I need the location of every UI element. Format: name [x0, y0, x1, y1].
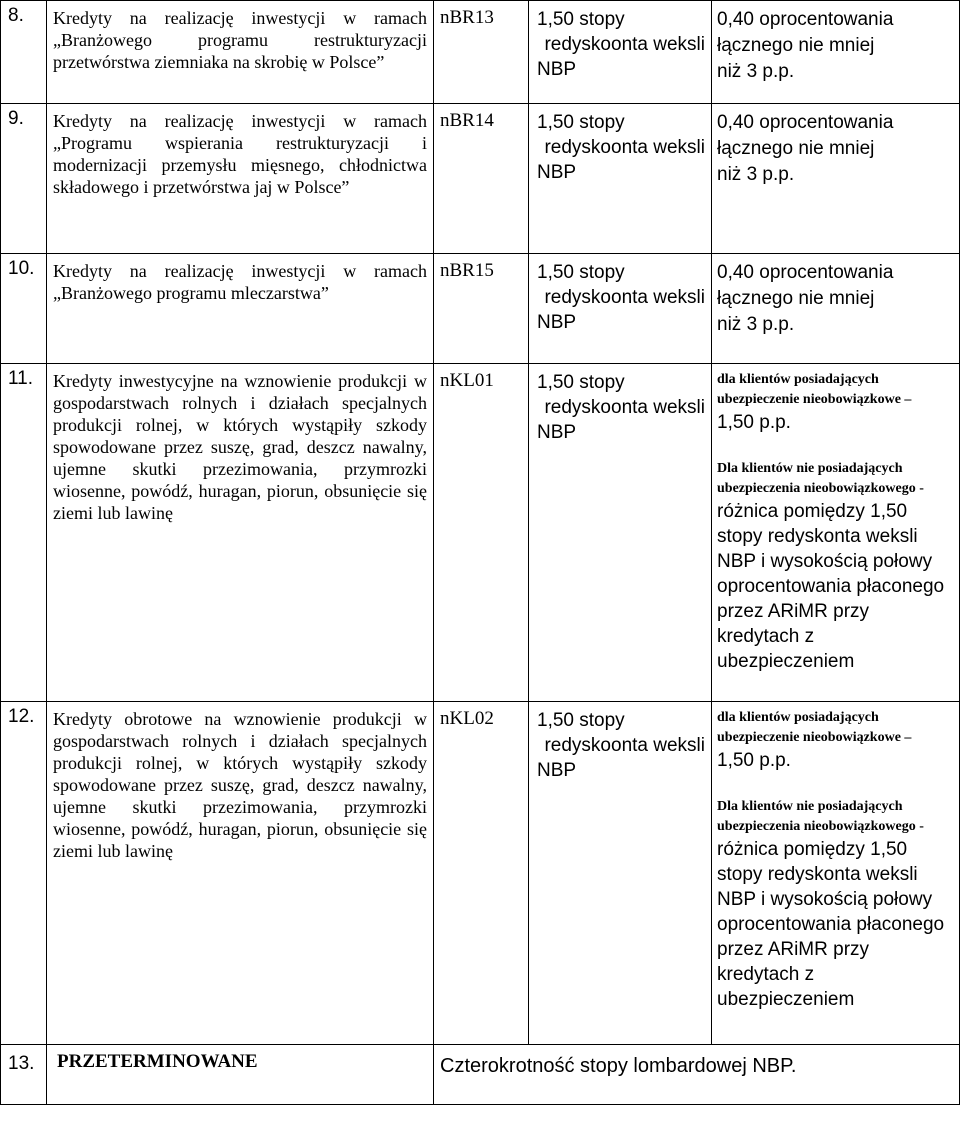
- margin-line: niż 3 p.p.: [717, 61, 795, 82]
- margin-line: 0,40 oprocentowania: [717, 112, 894, 133]
- margin-line: łącznego nie mniej: [717, 288, 875, 309]
- row-code: nBR13: [434, 1, 529, 104]
- uninsured-line: przez ARiMR przy: [717, 939, 870, 960]
- row-description: Kredyty inwestycyjne na wznowienie produkcji w gospodarstwach rolnych i działach specjalnych produkcji rolnej, w których wystąpiły szkody spowodowane przez suszę, grad, deszcz nawalny, ujemne skutki przezimowania, przymrozki wiosenne, powódź, huragan, piorun, obsunięcie się ziemi lub lawinę: [47, 364, 434, 702]
- rate-line: redyskoonta weksli: [544, 735, 705, 756]
- rate-line: 1,50 stopy: [537, 372, 625, 393]
- insured-title: ubezpieczenie nieobowiązkowe –: [717, 392, 912, 407]
- row-number: 8.: [1, 1, 47, 104]
- rate-line: redyskoonta weksli: [544, 34, 705, 55]
- row-number: 10.: [1, 254, 47, 364]
- row-rate: [529, 254, 712, 364]
- row-code: nBR14: [434, 104, 529, 254]
- uninsured-line: ubezpieczeniem: [717, 651, 855, 672]
- row-description: Kredyty na realizację inwestycji w ramach „Branżowego programu restrukturyzacji przetwórstwa ziemniaka na skrobię w Polsce”: [47, 1, 434, 104]
- row-rate: [529, 364, 712, 702]
- row-description: Kredyty na realizację inwestycji w ramach „Programu wspierania restrukturyzacji i modernizacji przemysłu mięsnego, chłodnictwa składowego i przetwórstwa jaj w Polsce”: [47, 104, 434, 254]
- rate-line: NBP: [537, 59, 577, 80]
- uninsured-line: różnica pomiędzy 1,50: [717, 501, 908, 522]
- table-row: [1, 702, 960, 1045]
- row-code: nBR15: [434, 254, 529, 364]
- row-number: 9.: [1, 104, 47, 254]
- uninsured-line: NBP i wysokością połowy: [717, 551, 933, 572]
- row-description: Kredyty na realizację inwestycji w ramach „Branżowego programu mleczarstwa”: [47, 254, 434, 364]
- row-rate: [529, 702, 712, 1045]
- table-row: [1, 254, 960, 364]
- uninsured-title: Dla klientów nie posiadających: [717, 461, 903, 476]
- uninsured-line: kredytach z: [717, 626, 815, 647]
- table-row: [1, 104, 960, 254]
- uninsured-line: stopy redyskonta weksli: [717, 526, 918, 547]
- uninsured-line: różnica pomiędzy 1,50: [717, 839, 908, 860]
- rate-line: redyskoonta weksli: [544, 397, 705, 418]
- uninsured-line: NBP i wysokością połowy: [717, 889, 933, 910]
- row-description: Kredyty obrotowe na wznowienie produkcji w gospodarstwach rolnych i działach specjalnych produkcji rolnej, w których wystąpiły szkody spowodowane przez suszę, grad, deszcz nawalny, ujemne skutki przezimowania, przymrozki wiosenne, powódź, huragan, piorun, obsunięcie się ziemi lub lawinę: [47, 702, 434, 1045]
- rate-line: NBP: [537, 760, 577, 781]
- row-rate: [529, 104, 712, 254]
- margin-line: 0,40 oprocentowania: [717, 262, 894, 283]
- uninsured-title: ubezpieczenia nieobowiązkowego -: [717, 481, 924, 496]
- margin-line: łącznego nie mniej: [717, 35, 875, 56]
- uninsured-line: oprocentowania płaconego: [717, 914, 945, 935]
- insured-title: ubezpieczenie nieobowiązkowe –: [717, 730, 912, 745]
- uninsured-line: oprocentowania płaconego: [717, 576, 945, 597]
- row-margin: [712, 104, 960, 254]
- margin-line: niż 3 p.p.: [717, 314, 795, 335]
- table-row: [1, 1, 960, 104]
- table-row: [1, 1045, 960, 1105]
- margin-line: łącznego nie mniej: [717, 138, 875, 159]
- uninsured-title: Dla klientów nie posiadających: [717, 799, 903, 814]
- overdue-value: Czterokrotność stopy lombardowej NBP.: [434, 1045, 960, 1105]
- insured-title: dla klientów posiadających: [717, 372, 879, 387]
- row-margin: [712, 702, 960, 1045]
- row-margin: [712, 254, 960, 364]
- row-number: 12.: [1, 702, 47, 1045]
- rate-line: redyskoonta weksli: [544, 137, 705, 158]
- insured-title: dla klientów posiadających: [717, 710, 879, 725]
- uninsured-line: ubezpieczeniem: [717, 989, 855, 1010]
- row-margin: [712, 364, 960, 702]
- margin-line: niż 3 p.p.: [717, 164, 795, 185]
- uninsured-line: przez ARiMR przy: [717, 601, 870, 622]
- table-row: [1, 364, 960, 702]
- row-number: 11.: [1, 364, 47, 702]
- rate-line: NBP: [537, 422, 577, 443]
- rate-line: NBP: [537, 312, 577, 333]
- row-code: nKL02: [434, 702, 529, 1045]
- uninsured-line: kredytach z: [717, 964, 815, 985]
- row-rate: [529, 1, 712, 104]
- rate-line: NBP: [537, 162, 577, 183]
- insured-value: 1,50 p.p.: [717, 412, 791, 433]
- rate-line: redyskoonta weksli: [544, 287, 705, 308]
- rate-line: 1,50 stopy: [537, 112, 625, 133]
- rate-line: 1,50 stopy: [537, 262, 625, 283]
- uninsured-title: ubezpieczenia nieobowiązkowego -: [717, 819, 924, 834]
- uninsured-line: stopy redyskonta weksli: [717, 864, 918, 885]
- margin-line: 0,40 oprocentowania: [717, 9, 894, 30]
- rate-line: 1,50 stopy: [537, 710, 625, 731]
- overdue-title: PRZETERMINOWANE: [47, 1045, 434, 1105]
- insured-value: 1,50 p.p.: [717, 750, 791, 771]
- row-number: 13.: [1, 1045, 47, 1105]
- row-code: nKL01: [434, 364, 529, 702]
- row-margin: [712, 1, 960, 104]
- rate-line: 1,50 stopy: [537, 9, 625, 30]
